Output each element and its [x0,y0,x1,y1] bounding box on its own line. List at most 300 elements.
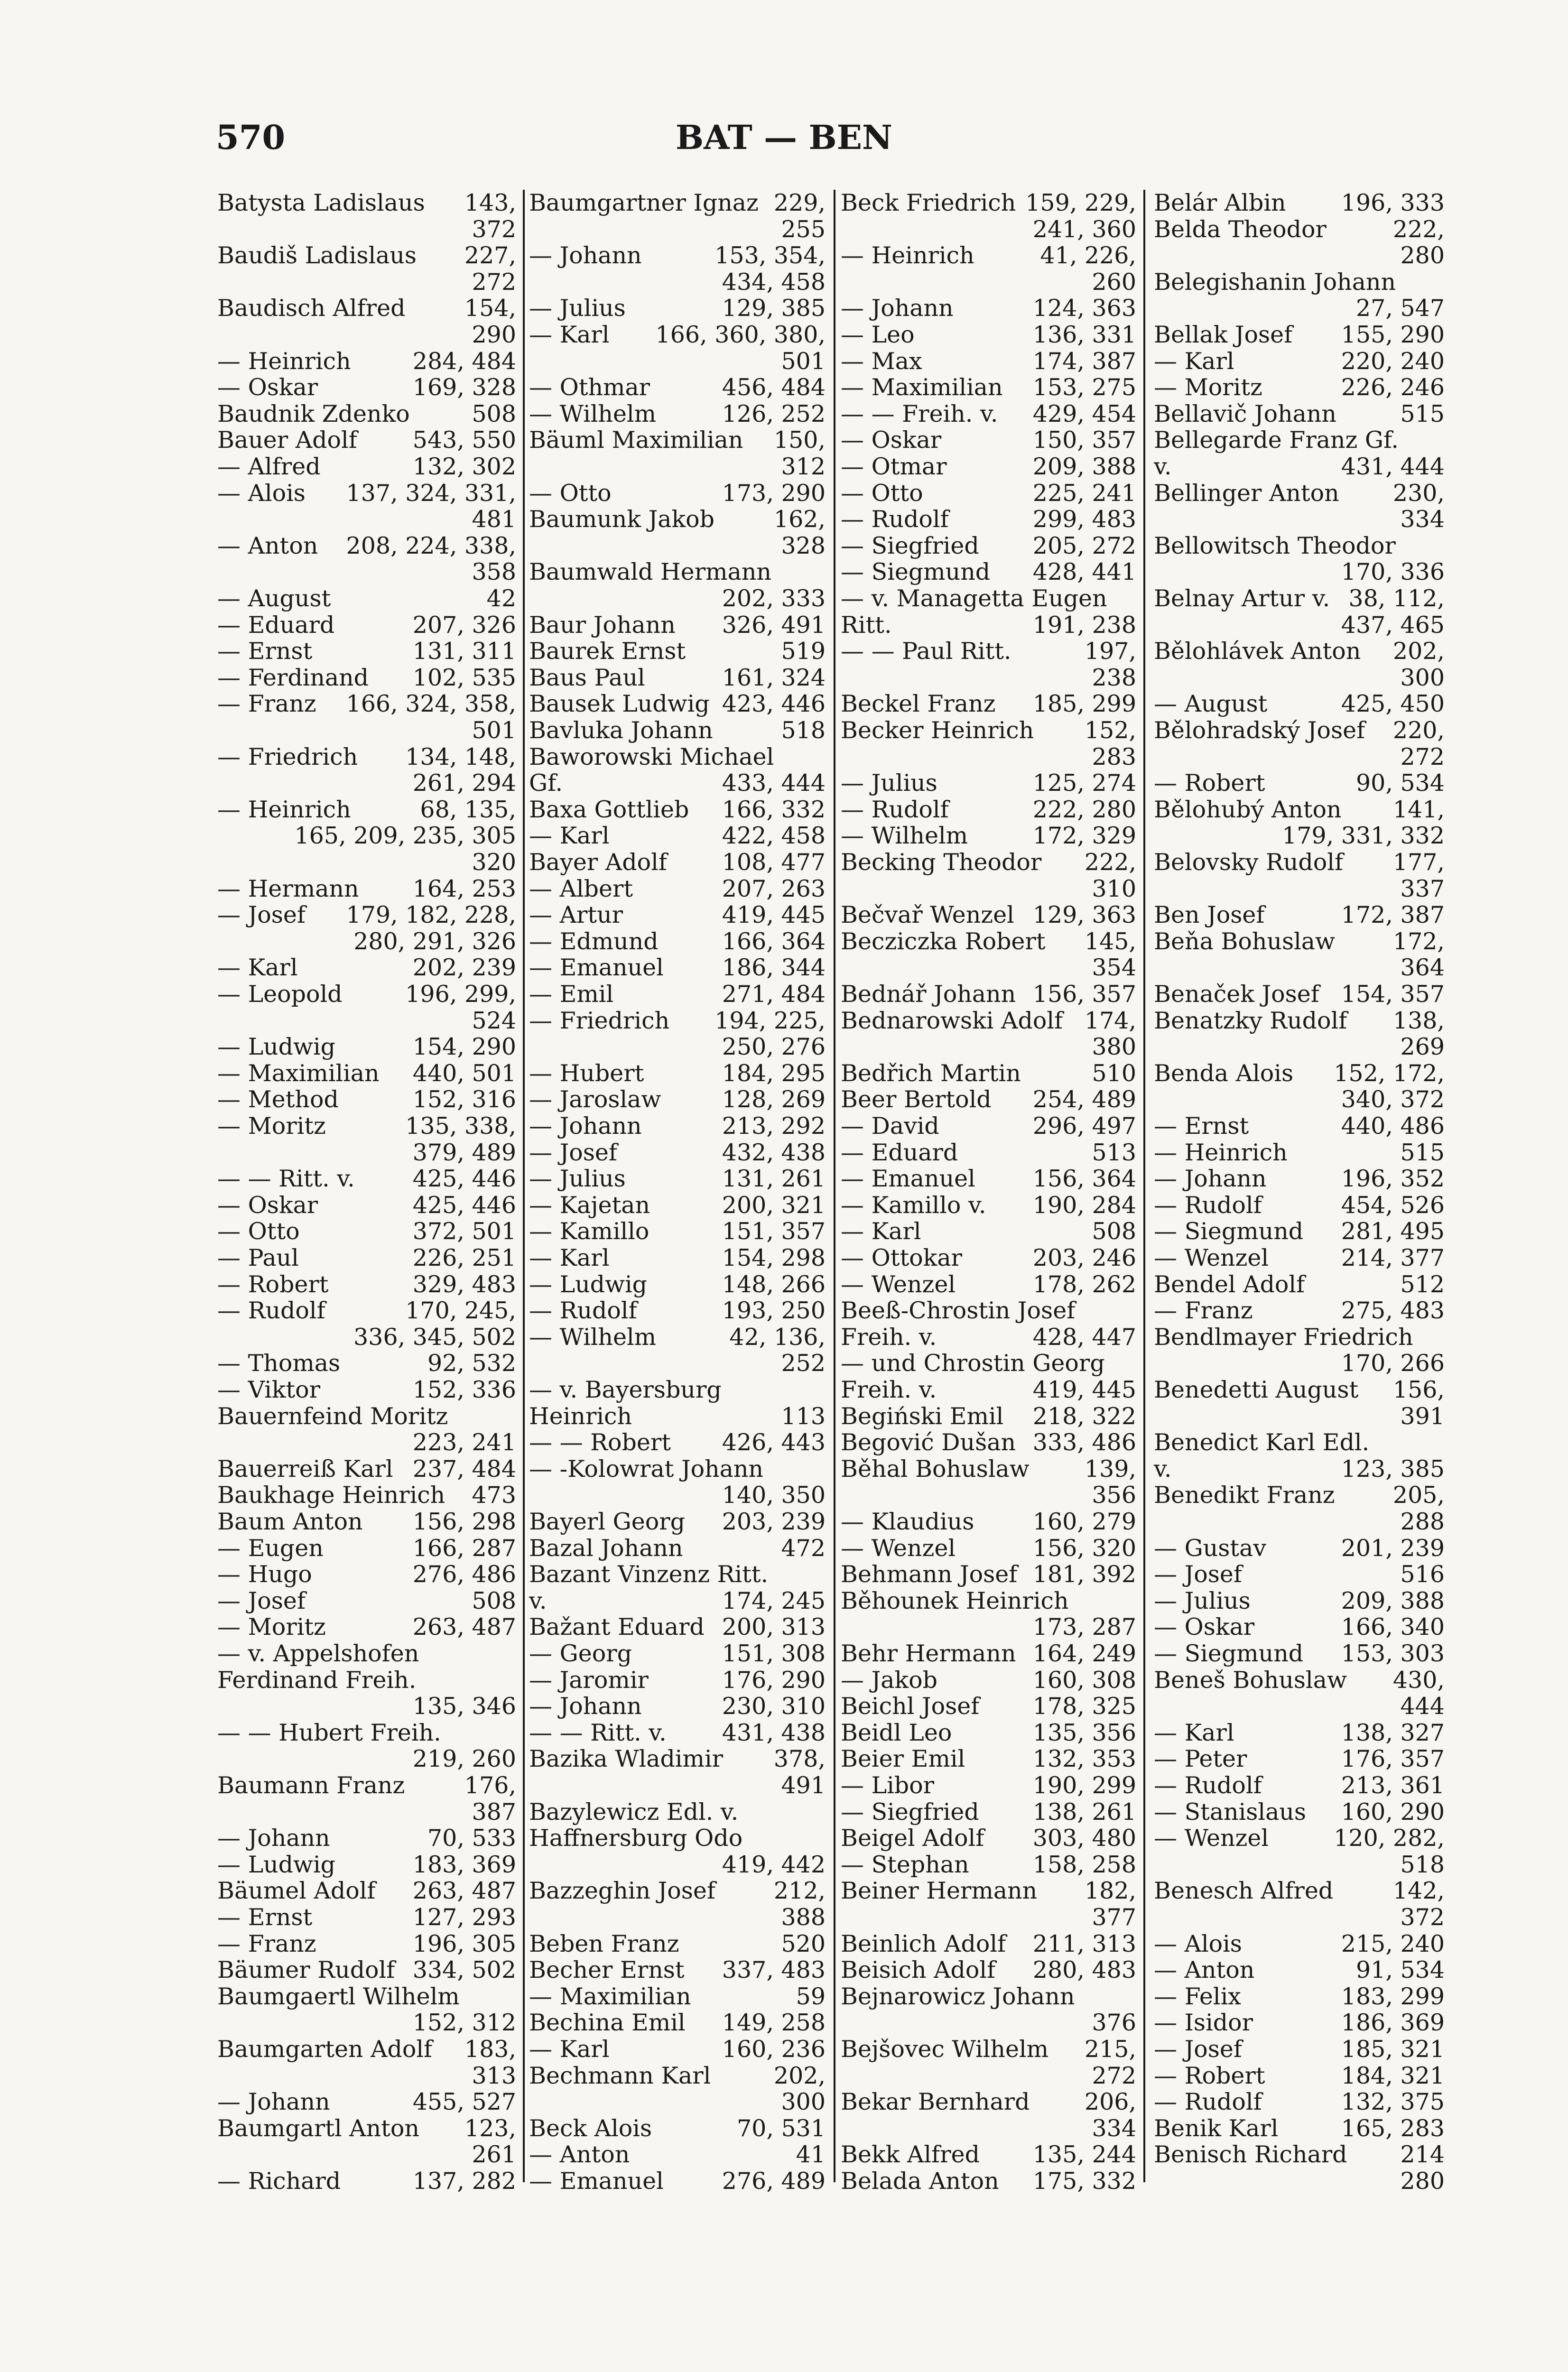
entry-name: Baur Johann [529,611,676,639]
entry-pages: 91, 534 [1353,1957,1445,1983]
entry-pages: 153, 275 [1030,374,1136,401]
entry-name: — Heinrich [1154,1139,1288,1166]
entry-name: — Karl [217,954,298,982]
entry-name: Beidl Leo [841,1719,952,1746]
index-entry [841,691,1136,717]
index-entry [217,401,516,427]
index-entry [529,902,826,928]
entry-name: Bazal Johann [529,1534,683,1562]
entry-pages: 456, 484 [719,374,826,401]
index-entry [217,1561,516,1588]
index-entry [529,876,826,902]
index-entry [529,1086,826,1113]
index-column-4 [1154,189,1445,2195]
index-entry [217,2115,516,2142]
entry-pages: 183, 299 [1338,1983,1445,2010]
entry-pages: 166, 287 [410,1535,516,1562]
entry-pages: 129, 385 [719,295,826,322]
entry-name: Becher Ernst [529,1956,685,1984]
entry-name: Bellak Josef [1154,321,1293,348]
index-entry [217,1720,516,1746]
index-entry [1154,1614,1445,1640]
entry-pages: 313 [469,2063,516,2089]
entry-pages: 431, 438 [719,1720,826,1746]
entry-pages: 284, 484 [410,348,516,375]
entry-name: — Hugo [217,1561,312,1588]
entry-pages: 126, 252 [719,401,826,427]
index-entry [217,1218,516,1245]
entry-pages: 428, 447 [1030,1324,1136,1351]
index-entry [841,1008,1136,1034]
index-entry [1154,533,1445,559]
index-entry [529,638,826,665]
index-entry [1154,1693,1445,1720]
index-entry [841,954,1136,981]
index-entry [1154,691,1445,717]
entry-pages: 41, 226, [1037,242,1136,269]
index-entry [841,665,1136,691]
entry-pages: 191, 238 [1030,612,1136,639]
entry-pages: 280, 291, 326 [351,928,516,955]
entry-name: — Friedrich [217,743,358,770]
index-entry [841,1825,1136,1852]
entry-name: Begović Dušan [841,1429,1016,1456]
index-entry [841,1878,1136,1904]
entry-name: Bayerl Georg [529,1508,686,1535]
index-entry [217,1772,516,1799]
entry-pages: 135, 244 [1030,2141,1136,2168]
entry-pages: 513 [1089,1140,1136,1166]
index-entry [217,374,516,401]
index-entry [529,1245,826,1271]
entry-name: — — Hubert Freih. [217,1719,441,1746]
entry-name: Bendel Adolf [1154,1270,1305,1298]
entry-name: — Artur [529,901,623,929]
index-entry [841,1720,1136,1746]
entry-pages: 193, 250 [719,1297,826,1324]
index-entry [841,1482,1136,1509]
index-entry [841,1640,1136,1667]
entry-pages: 102, 535 [410,665,516,691]
entry-pages: 132, 375 [1338,2089,1445,2115]
entry-pages: 419, 442 [719,1852,826,1878]
index-entry [217,1588,516,1614]
entry-pages: 196, 299, [402,981,516,1008]
index-column-1 [217,189,516,2195]
entry-pages: 152, [1082,717,1136,744]
entry-name: — Ludwig [217,1851,336,1878]
entry-pages: 181, 392 [1030,1561,1136,1588]
index-entry [217,797,516,823]
entry-name: — Alois [217,479,306,507]
index-entry [529,1166,826,1192]
entry-pages: 428, 441 [1030,559,1136,585]
index-entry [217,506,516,533]
entry-name: — Anton [1154,1956,1255,1984]
index-entry [529,1297,826,1324]
entry-name: Belnay Artur v. [1154,585,1330,612]
index-entry [1154,876,1445,902]
entry-name: — Karl [1154,1719,1234,1746]
entry-pages: 156, 298 [410,1509,516,1535]
entry-pages: 173, 287 [1030,1614,1136,1640]
entry-pages: 515 [1397,1140,1445,1166]
index-entry [529,1034,826,1060]
entry-pages: 68, 135, [417,797,516,823]
index-entry [1154,797,1445,823]
index-entry [1154,1297,1445,1324]
entry-name: Becker Heinrich [841,717,1034,744]
entry-pages: 512 [1397,1271,1445,1298]
entry-name: Beigel Adolf [841,1825,984,1852]
index-entry [217,190,516,216]
entry-pages: 290 [469,322,516,348]
index-entry [1154,1957,1445,1983]
entry-pages: 190, 284 [1030,1192,1136,1219]
index-entry [1154,981,1445,1008]
entry-pages: 215, 240 [1338,1931,1445,1957]
entry-pages: 166, 364 [719,928,826,955]
entry-pages: 135, 356 [1030,1720,1136,1746]
entry-pages: 272 [469,269,516,296]
entry-pages: 377 [1089,1904,1136,1931]
entry-name: — Jakob [841,1666,937,1694]
index-entry [841,2063,1136,2089]
index-entry [217,928,516,955]
entry-name: — Wenzel [1154,1825,1269,1852]
entry-pages: 202, 333 [719,585,826,612]
index-entry [217,1825,516,1852]
entry-name: Freih. v. [841,1323,937,1351]
entry-pages: 155, 290 [1338,322,1445,348]
entry-name: Bazzeghin Josef [529,1877,716,1905]
entry-pages: 176, 357 [1338,1746,1445,1772]
entry-name: Bedřich Martin [841,1059,1021,1087]
entry-pages: 156, 364 [1030,1166,1136,1192]
entry-pages: 364 [1397,954,1445,981]
entry-pages: 178, 325 [1030,1693,1136,1720]
entry-name: Beinlich Adolf [841,1930,1006,1957]
entry-pages: 255 [778,216,826,243]
index-entry [1154,295,1445,322]
index-entry [1154,1561,1445,1588]
index-entry [529,1799,826,1825]
index-entry [841,1904,1136,1931]
index-entry [1154,2168,1445,2195]
index-entry [841,427,1136,454]
entry-pages: 211, 313 [1030,1931,1136,1957]
entry-pages: 113 [778,1403,826,1430]
entry-name: Benaček Josef [1154,981,1319,1008]
entry-name: — August [1154,690,1268,718]
index-entry [841,2010,1136,2036]
entry-pages: 432, 438 [719,1140,826,1166]
index-entry [217,1324,516,1351]
entry-pages: 508 [469,401,516,427]
index-entry [217,1667,516,1694]
entry-pages: 230, 310 [719,1693,826,1720]
entry-pages: 186, 344 [719,954,826,981]
index-entry [1154,2063,1445,2089]
entry-name: — Siegmund [841,558,991,586]
entry-name: Haffnersburg Odo [529,1825,743,1852]
entry-pages: 437, 465 [1338,612,1445,639]
entry-pages: 186, 369 [1338,2010,1445,2036]
entry-name: — Heinrich [841,242,974,269]
index-entry [529,717,826,744]
index-entry [217,2168,516,2195]
entry-name: Beben Franz [529,1930,679,1957]
entry-pages: 124, 363 [1030,295,1136,322]
index-entry [529,770,826,797]
index-entry [529,374,826,401]
entry-pages: 220, [1390,717,1445,744]
entry-name: — Ferdinand [217,664,369,691]
entry-name: — Wenzel [841,1270,956,1298]
index-entry [841,1667,1136,1694]
entry-name: Beer Bertold [841,1086,992,1113]
entry-pages: 154, [462,295,516,322]
index-entry [529,1218,826,1245]
entry-name: — Johann [529,1112,642,1140]
index-entry [529,1746,826,1772]
index-entry [529,322,826,348]
entry-pages: 263, 487 [410,1614,516,1640]
index-entry [841,876,1136,902]
entry-name: Bauernfeind Moritz [217,1402,448,1430]
index-entry [841,770,1136,797]
index-entry [529,1350,826,1377]
index-entry [529,2115,826,2142]
entry-name: — — Paul Ritt. [841,638,1011,665]
index-entry [217,823,516,849]
entry-pages: 214 [1397,2141,1445,2168]
entry-pages: 254, 489 [1030,1086,1136,1113]
index-entry [217,1297,516,1324]
entry-name: — Robert [217,1270,329,1298]
entry-name: — Ernst [1154,1112,1249,1140]
index-entry [217,1509,516,1535]
entry-name: Becking Theodor [841,849,1042,876]
entry-name: Belda Theodor [1154,215,1327,243]
entry-name: Batysta Ladislaus [217,189,425,216]
entry-name: — Othmar [529,374,650,401]
entry-pages: 518 [778,717,826,744]
entry-name: — Maximilian [529,1983,691,2010]
entry-name: — Emanuel [529,954,664,982]
entry-name: Baudiš Ladislaus [217,242,417,269]
entry-pages: 131, 261 [719,1166,826,1192]
entry-pages: 153, 303 [1338,1640,1445,1667]
index-entry [1154,1720,1445,1746]
entry-pages: 90, 534 [1353,770,1445,797]
entry-name: — Johann [217,1825,330,1852]
entry-name: — Albert [529,875,633,902]
entry-pages: 222, [1390,216,1445,243]
index-entry [217,216,516,243]
entry-pages: 269 [1397,1034,1445,1060]
entry-pages: 491 [778,1772,826,1799]
entry-pages: 230, [1390,480,1445,507]
entry-name: — Alois [1154,1930,1242,1957]
entry-pages: 299, 483 [1030,506,1136,533]
entry-pages: 472 [778,1535,826,1562]
index-entry [1154,717,1445,744]
entry-pages: 515 [1397,401,1445,427]
entry-pages: 177, [1390,849,1445,876]
index-entry [529,2063,826,2089]
entry-pages: 154, 290 [410,1034,516,1060]
entry-name: Benedikt Franz [1154,1482,1335,1509]
entry-name: — Leo [841,321,915,348]
entry-pages: 214, 377 [1338,1245,1445,1271]
entry-pages: 42 [484,585,516,612]
entry-name: Benesch Alfred [1154,1877,1334,1905]
index-entry [1154,1113,1445,1140]
entry-pages: 501 [778,348,826,375]
index-entry [529,427,826,454]
index-entry [841,2036,1136,2063]
index-entry [217,902,516,928]
index-entry [217,585,516,612]
index-entry [529,1429,826,1456]
entry-name: — Oskar [217,374,318,401]
index-entry [841,190,1136,216]
entry-pages: 215, [1082,2036,1136,2063]
index-entry [841,585,1136,612]
entry-name: Behr Hermann [841,1640,1016,1667]
index-entry [1154,1034,1445,1060]
entry-name: — Wenzel [1154,1244,1269,1271]
entry-pages: 41 [793,2141,826,2168]
entry-pages: 70, 531 [734,2115,826,2142]
entry-name: — Emanuel [529,2168,664,2195]
entry-pages: 238 [1089,665,1136,691]
entry-pages: 162, [771,506,826,533]
entry-pages: 179, 182, 228, [343,902,516,928]
index-entry [217,1192,516,1219]
entry-pages: 160, 279 [1030,1509,1136,1535]
entry-name: Bejnarowicz Johann [841,1983,1075,2010]
index-entry [841,1614,1136,1640]
entry-name: Bělohradský Josef [1154,717,1365,744]
index-entry [841,506,1136,533]
index-entry [217,2141,516,2168]
entry-name: — Georg [529,1640,632,1667]
index-entry [529,1693,826,1720]
index-entry [1154,1086,1445,1113]
entry-pages: 276, 486 [410,1561,516,1588]
entry-pages: 207, 263 [719,876,826,902]
index-entry [1154,190,1445,216]
entry-pages: 154, 298 [719,1245,826,1271]
index-entry [217,1403,516,1430]
entry-name: Begiński Emil [841,1402,1004,1430]
entry-pages: 237, 484 [410,1456,516,1482]
index-entry [529,1060,826,1087]
index-entry [217,876,516,902]
entry-name: Belár Albin [1154,189,1286,216]
entry-name: — Isidor [1154,2009,1253,2037]
entry-pages: 380 [1089,1034,1136,1060]
index-entry [529,1113,826,1140]
entry-name: Bekar Bernhard [841,2088,1030,2116]
entry-name: — Moritz [217,1112,326,1140]
entry-name: Baumgarten Adolf [217,2036,433,2063]
entry-pages: 179, 331, 332 [1279,823,1445,849]
entry-name: Belada Anton [841,2168,999,2195]
index-entry [217,1957,516,1983]
entry-pages: 275, 483 [1338,1297,1445,1324]
entry-pages: 143, [462,190,516,216]
entry-name: — Anton [529,2141,630,2168]
entry-pages: 178, 262 [1030,1271,1136,1298]
index-entry [841,2141,1136,2168]
index-entry [1154,269,1445,296]
index-entry [529,1324,826,1351]
entry-pages: 276, 489 [719,2168,826,2195]
entry-name: Benisch Richard [1154,2141,1347,2168]
index-entry [529,1403,826,1430]
entry-name: — Maximilian [217,1059,380,1087]
entry-name: — Robert [1154,2062,1265,2089]
entry-pages: 219, 260 [410,1746,516,1772]
entry-pages: 203, 246 [1030,1245,1136,1271]
entry-pages: 213, 292 [719,1113,826,1140]
entry-name: Beisich Adolf [841,1956,996,1984]
entry-name: — Julius [841,769,937,797]
entry-name: — -Kolowrat Johann [529,1455,763,1482]
entry-pages: 202, [1390,638,1445,665]
entry-name: — Eduard [217,611,335,639]
index-entry [529,823,826,849]
entry-pages: 300 [1397,665,1445,691]
entry-name: — Josef [217,1587,306,1614]
entry-name: — v. Bayersburg [529,1376,722,1403]
index-entry [217,1113,516,1140]
entry-name: Bekk Alfred [841,2141,980,2168]
entry-pages: 108, 477 [719,849,826,876]
index-entry [1154,1377,1445,1403]
entry-name: — Rudolf [1154,1191,1262,1219]
index-entry [529,1008,826,1034]
entry-pages: 419, 445 [719,902,826,928]
index-entry [841,1561,1136,1588]
index-entry [841,533,1136,559]
entry-name: Běhal Bohuslaw [841,1455,1030,1482]
entry-pages: 135, 346 [410,1693,516,1720]
entry-pages: 433, 444 [719,770,826,797]
index-entry [1154,480,1445,507]
entry-pages: 173, 290 [719,480,826,507]
index-entry [529,506,826,533]
entry-pages: 148, 266 [719,1271,826,1298]
entry-name: Becziczka Robert [841,927,1046,955]
index-entry [841,849,1136,876]
entry-name: — Siegfried [841,1798,979,1825]
index-entry [217,1614,516,1640]
entry-name: Bělohlávek Anton [1154,638,1361,665]
entry-name: Beck Friedrich [841,189,1016,216]
entry-pages: 212, [771,1878,826,1904]
entry-pages: 176, [462,1772,516,1799]
index-entry [841,1218,1136,1245]
entry-name: — Stanislaus [1154,1798,1307,1825]
index-column-3 [841,189,1136,2195]
index-entry [217,1878,516,1904]
entry-pages: 261, 294 [410,770,516,797]
entry-pages: 207, 326 [410,612,516,639]
